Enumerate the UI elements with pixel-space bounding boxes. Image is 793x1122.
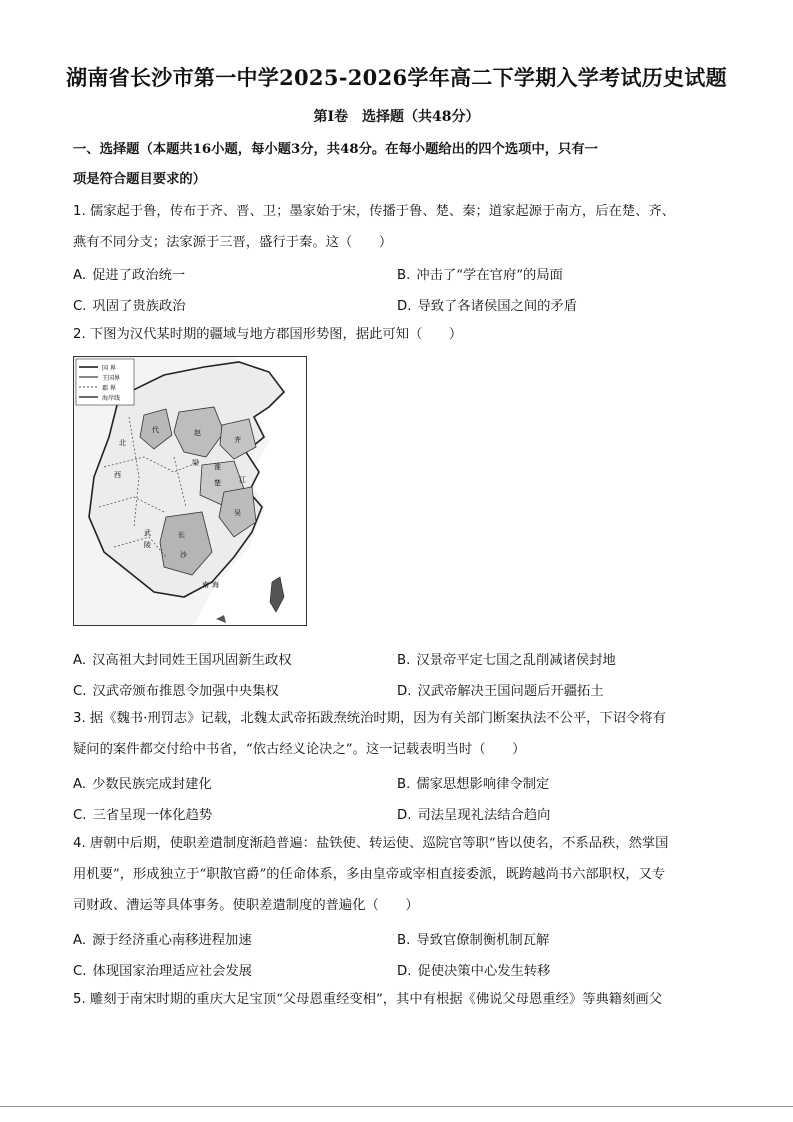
question-3-option-d[interactable] [397,804,550,823]
option-text: 司法呈现礼法结合趋向 [417,808,551,823]
map-label: 淮 [214,463,221,471]
question-3-option-a[interactable] [73,773,212,792]
question-1-option-c[interactable] [73,295,186,314]
question-1-number: 1. [73,204,86,219]
map-label: 楚 [214,479,221,487]
option-text: 汉高祖大封同姓王国巩固新生政权 [92,653,292,668]
option-text: 源于经济重心南移进程加速 [92,933,252,948]
question-4-line-2: 用机要”，形成独立于“职散官爵”的任命体系，多由皇帝或宰相直接委派，既跨越尚书六部职权，又专 [73,867,666,882]
option-text: 巩固了贵族政治 [92,299,186,314]
question-3-line-1 [73,710,666,728]
map-label: 江 [239,476,246,484]
question-5-line-1 [73,991,662,1009]
option-text: 少数民族完成封建化 [92,777,212,792]
option-key: C. [73,964,87,979]
legend-label-commandery: 郡 界 [102,385,116,392]
option-key: B. [397,933,411,948]
option-key: C. [73,299,87,314]
option-text: 促进了政治统一 [92,268,186,283]
question-5-number: 5. [73,992,86,1007]
question-4-option-c[interactable] [73,960,252,979]
option-key: C. [73,808,87,823]
option-key: D. [397,964,412,979]
map-label: 武 [144,529,151,537]
map-label: 长 [178,531,185,539]
question-1-option-a[interactable] [73,264,185,283]
option-key: D. [397,299,412,314]
option-key: A. [73,777,87,792]
option-text: 导致官僚制衡机制瓦解 [416,933,550,948]
question-1-text-1: 儒家起于鲁，传布于齐、晋、卫；墨家始于宋，传播于鲁、楚、秦；道家起源于南方，后在楚、齐、 [89,204,675,219]
option-key: B. [397,777,411,792]
legend-label-coast: 海岸线 [102,395,121,402]
question-4-option-a[interactable] [73,929,252,948]
option-key: D. [397,684,412,699]
option-key: B. [397,268,411,283]
option-text: 儒家思想影响律令制定 [416,777,550,792]
question-3-option-c[interactable] [73,804,212,823]
page-footer-divider [0,1106,793,1107]
option-text: 汉武帝解决王国问题后开疆拓土 [417,684,604,699]
question-3-line-2: 疑问的案件都交付给中书省，“依古经义论决之”。这一记载表明当时（ ） [73,742,526,757]
map-label: 代 [152,426,159,434]
question-4-number: 4. [73,836,86,851]
question-2-text-1: 下图为汉代某时期的疆域与地方郡国形势图，据此可知（ ） [89,327,463,342]
map-label: 沙 [180,551,187,559]
question-3-option-b[interactable] [397,773,549,792]
map-label: 赵 [194,429,201,437]
map-label: 南 [202,581,209,589]
section-instruction-line-1: 一、选择题（本题共16小题，每小题3分，共48分。在每小题给出的四个选项中，只有一 [73,142,598,157]
question-1-option-b[interactable] [397,264,563,283]
option-key: C. [73,684,87,699]
option-text: 三省呈现一体化趋势 [92,808,213,823]
question-5-text-1: 雕刻于南宋时期的重庆大足宝顶“父母恩重经变相”，其中有根据《佛说父母恩重经》等典籍刻画父 [89,992,662,1007]
map-label: 北 [119,439,126,447]
option-key: B. [397,653,411,668]
question-1-line-2: 燕有不同分支；法家源于三晋，盛行于秦。这（ ） [73,235,393,250]
option-text: 冲击了“学在官府”的局面 [416,268,563,283]
question-4-line-1 [73,835,668,853]
map-label: 齐 [234,436,241,444]
option-key: A. [73,933,87,948]
option-text: 汉景帝平定七国之乱削减诸侯封地 [416,653,616,668]
question-1-option-d[interactable] [397,295,577,314]
option-key: D. [397,808,412,823]
map-label: 西 [114,471,121,479]
question-2-line-1 [73,326,462,344]
section-instruction-line-2: 项是符合题目要求的） [73,172,206,187]
legend-label-kingdom: 王国界 [102,375,121,382]
map-label: 吴 [234,509,241,517]
question-3-text-1: 据《魏书·刑罚志》记载，北魏太武帝拓跋焘统治时期，因为有关部门断案执法不公平，下诏令将有 [89,711,666,726]
han-territory-map [73,356,307,626]
option-text: 促使决策中心发生转移 [417,964,551,979]
question-3-number: 3. [73,711,86,726]
option-text: 汉武帝颁布推恩令加强中央集权 [92,684,279,699]
question-2-option-b[interactable] [397,649,616,668]
han-territory-map-svg [74,357,306,625]
question-1-line-1 [73,203,675,221]
option-key: A. [73,653,87,668]
legend-label-national: 国 界 [102,365,116,372]
option-text: 体现国家治理适应社会发展 [92,964,253,979]
map-label: 陵 [144,541,151,549]
page-title: 湖南省长沙市第一中学2025-2026学年高二下学期入学考试历史试题 [66,65,727,90]
question-4-option-b[interactable] [397,929,549,948]
section-subtitle: 第Ⅰ卷 选择题（共48分） [313,109,480,125]
option-key: A. [73,268,87,283]
question-2-option-a[interactable] [73,649,292,668]
question-4-line-3: 司财政、漕运等具体事务。使职差遣制度的普遍化（ ） [73,898,419,913]
question-2-number: 2. [73,327,86,342]
map-label: 梁 [192,459,199,467]
question-4-text-1: 唐朝中后期，使职差遣制度渐趋普遍：盐铁使、转运使、巡院官等职“皆以使名，不系品秩，然掌国 [89,836,669,851]
question-2-option-d[interactable] [397,680,604,699]
question-2-option-c[interactable] [73,680,279,699]
option-text: 导致了各诸侯国之间的矛盾 [417,299,578,314]
question-4-option-d[interactable] [397,960,550,979]
map-label: 海 [212,581,219,589]
